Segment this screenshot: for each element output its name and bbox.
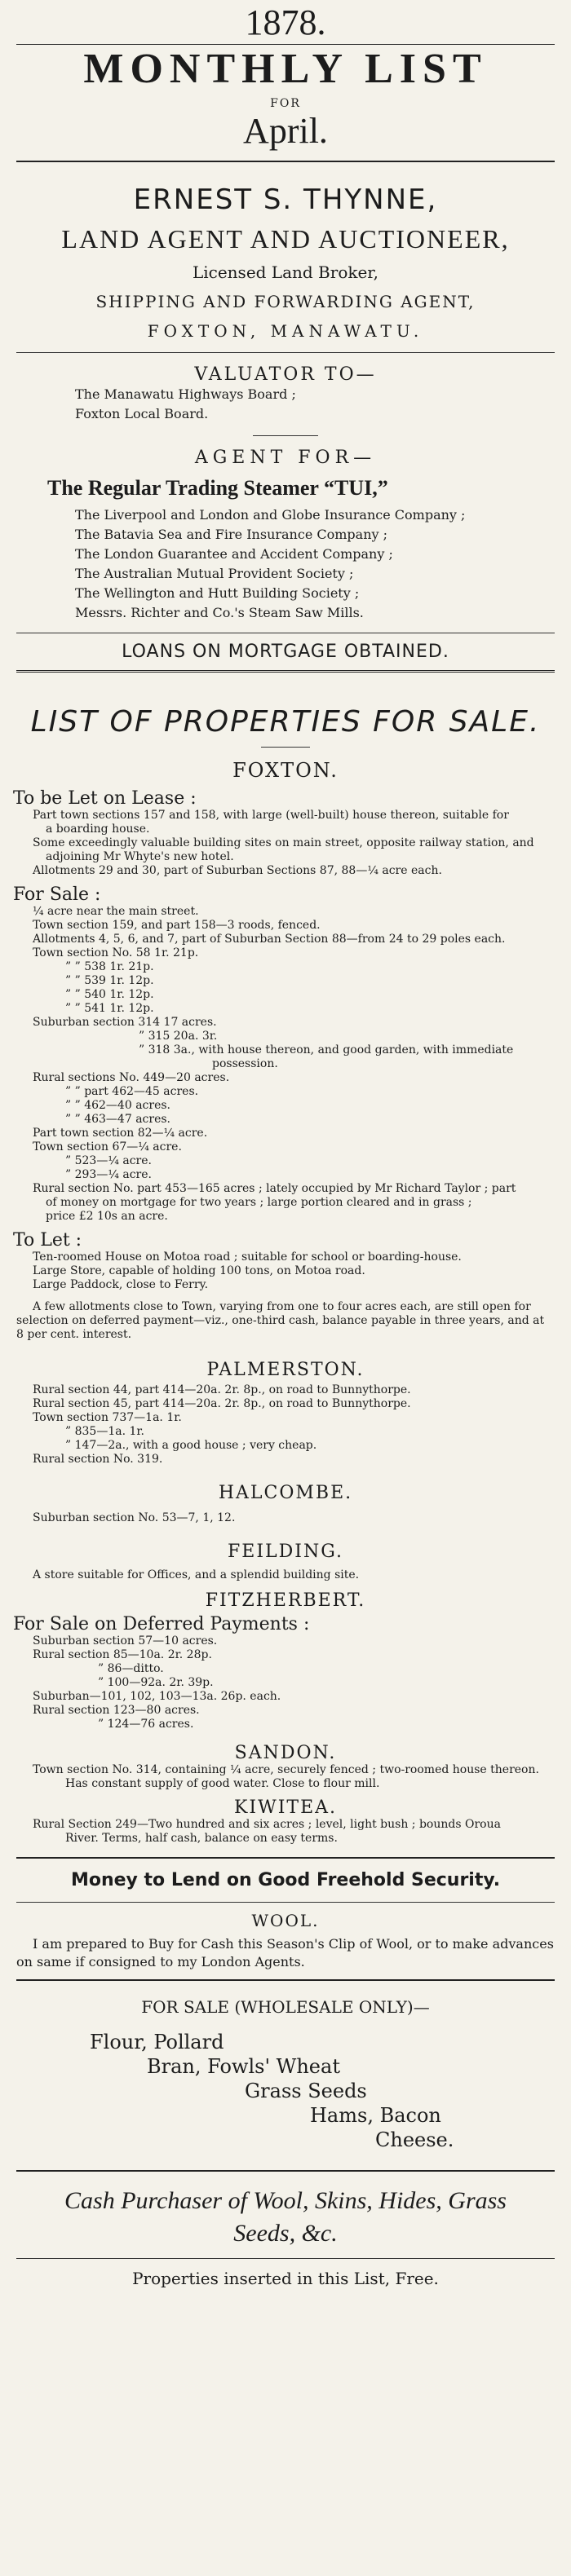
town-heading-halcombe: HALCOMBE. xyxy=(218,1483,353,1503)
list-item: The Manawatu Highways Board ; xyxy=(75,386,296,402)
wool-heading: WOOL. xyxy=(251,1911,320,1930)
list-item: The Australian Mutual Provident Society ; xyxy=(75,566,354,581)
agent-name: ERNEST S. THYNNE, xyxy=(133,183,438,216)
list-item: The Liverpool and London and Globe Insurance Company ; xyxy=(75,507,466,523)
for-sale-heading: FOR SALE (WHOLESALE ONLY)— xyxy=(141,1997,430,2017)
divider xyxy=(261,747,310,748)
deferred-heading: For Sale on Deferred Payments : xyxy=(13,1614,310,1634)
list-item: price £2 10s an acre. xyxy=(46,1210,168,1223)
list-item: Grass Seeds xyxy=(245,2080,367,2102)
steamer-name: The Regular Trading Steamer “TUI,” xyxy=(47,476,388,500)
list-item: Large Store, capable of holding 100 tons, on Motoa road. xyxy=(33,1264,365,1277)
divider xyxy=(16,1857,555,1859)
list-title: LIST OF PROPERTIES FOR SALE. xyxy=(30,705,541,739)
for-label: FOR xyxy=(270,97,301,110)
list-item: Town section 159, and part 158—3 roods, fenced. xyxy=(33,919,321,932)
town-heading-kiwitea: KIWITEA. xyxy=(233,1797,338,1818)
agent-role: LAND AGENT AND AUCTIONEER, xyxy=(61,224,510,254)
divider xyxy=(253,435,318,436)
list-item: possession. xyxy=(212,1057,278,1070)
list-item: Rural section No. part 453—165 acres ; lately occupied by Mr Richard Taylor ; part xyxy=(33,1182,516,1195)
town-heading-sandon: SANDON. xyxy=(234,1743,337,1763)
list-item: Suburban section No. 53—7, 1, 12. xyxy=(33,1511,236,1524)
let-list xyxy=(0,1251,571,1292)
cash-purchaser-line: Cash Purchaser of Wool, Skins, Hides, Grass xyxy=(64,2187,507,2214)
divider xyxy=(16,1979,555,1981)
loans-notice: LOANS ON MORTGAGE OBTAINED. xyxy=(122,642,449,662)
list-item: Rural section 123—80 acres. xyxy=(33,1704,200,1717)
agent-location: FOXTON, MANAWATU. xyxy=(147,321,424,341)
list-item: The Batavia Sea and Fire Insurance Company ; xyxy=(75,527,388,542)
list-item: Flour, Pollard xyxy=(90,2031,224,2053)
agent-shipping: SHIPPING AND FORWARDING AGENT, xyxy=(95,292,476,311)
list-item: ” ” part 462—45 acres. xyxy=(65,1085,199,1098)
list-item: Suburban—101, 102, 103—13a. 26p. each. xyxy=(33,1690,281,1703)
list-item: Suburban section 57—10 acres. xyxy=(33,1634,218,1647)
year: 1878. xyxy=(245,2,326,42)
list-item: of money on mortgage for two years ; large portion cleared and in grass ; xyxy=(46,1196,472,1209)
page-title: MONTHLY LIST xyxy=(83,46,488,92)
list-item: ” 86—ditto. xyxy=(98,1662,164,1675)
list-item: ” ” 538 1r. 21p. xyxy=(65,960,154,973)
cash-purchaser-line: Seeds, &c. xyxy=(233,2220,338,2247)
list-item: Messrs. Richter and Co.'s Steam Saw Mills. xyxy=(75,605,364,620)
list-item: The Wellington and Hutt Building Society ; xyxy=(75,585,360,601)
list-item: Town section No. 58 1r. 21p. xyxy=(33,946,199,959)
divider xyxy=(16,352,555,353)
divider xyxy=(16,161,555,162)
palmerston-list xyxy=(0,1383,571,1467)
list-item: Part town section 82—¼ acre. xyxy=(33,1127,208,1140)
list-item: ” ” 541 1r. 12p. xyxy=(65,1002,154,1015)
list-item: Rural section 44, part 414—20a. 2r. 8p., on road to Bunnythorpe. xyxy=(33,1383,411,1396)
valuator-heading: VALUATOR TO— xyxy=(194,364,377,385)
list-item: River. Terms, half cash, balance on easy terms. xyxy=(65,1832,338,1845)
list-item: ” ” 539 1r. 12p. xyxy=(65,974,154,987)
money-to-lend: Money to Lend on Good Freehold Security. xyxy=(70,1870,501,1890)
list-item: Allotments 29 and 30, part of Suburban Sections 87, 88—¼ acre each. xyxy=(33,864,442,877)
list-item: ” ” 540 1r. 12p. xyxy=(65,988,154,1001)
list-item: adjoining Mr Whyte's new hotel. xyxy=(46,850,234,863)
list-item: ” 293—¼ acre. xyxy=(65,1168,152,1181)
list-item: ” 315 20a. 3r. xyxy=(139,1030,218,1043)
list-item: Foxton Local Board. xyxy=(75,406,209,421)
list-item: a boarding house. xyxy=(46,823,150,836)
list-item: Cheese. xyxy=(375,2128,454,2151)
fitzherbert-list xyxy=(0,1634,571,1731)
list-item: Rural section 85—10a. 2r. 28p. xyxy=(33,1648,212,1661)
agent-broker: Licensed Land Broker, xyxy=(192,262,379,282)
list-item: Rural section 45, part 414—20a. 2r. 8p., on road to Bunnythorpe. xyxy=(33,1397,411,1410)
list-item: ” 124—76 acres. xyxy=(98,1718,194,1731)
list-item: ¼ acre near the main street. xyxy=(33,905,199,918)
list-item: Ten-roomed House on Motoa road ; suitable for school or boarding-house. xyxy=(33,1251,462,1264)
list-item: Rural sections No. 449—20 acres. xyxy=(33,1071,230,1084)
list-item: Rural section No. 319. xyxy=(33,1453,163,1466)
list-item: ” 318 3a., with house thereon, and good garden, with immediate xyxy=(139,1043,514,1056)
sale-heading: For Sale : xyxy=(13,884,101,905)
list-item: Some exceedingly valuable building sites on main street, opposite railway station, and xyxy=(33,836,534,849)
list-item: Allotments 4, 5, 6, and 7, part of Suburban Section 88—from 24 to 29 poles each. xyxy=(33,933,506,946)
divider xyxy=(16,2170,555,2172)
list-item: Town section No. 314, containing ¼ acre, securely fenced ; two-roomed house thereon. xyxy=(33,1763,539,1776)
footer-note: Properties inserted in this List, Free. xyxy=(132,2269,439,2288)
list-item: ” ” 463—47 acres. xyxy=(65,1113,171,1126)
list-item: ” 835—1a. 1r. xyxy=(65,1425,144,1438)
month: April. xyxy=(243,111,328,151)
divider xyxy=(16,670,555,673)
deferred-payment-note: A few allotments close to Town, varying from one to four acres each, are still open for selection on deferred payment—viz., one-third cash, balance payable in three years, and at 8 per cent. interest. xyxy=(16,1300,545,1341)
list-item: Large Paddock, close to Ferry. xyxy=(33,1278,209,1291)
list-item: Town section 67—¼ acre. xyxy=(33,1140,182,1153)
town-heading-foxton: FOXTON. xyxy=(232,759,339,782)
agent-for-heading: AGENT FOR— xyxy=(194,448,377,468)
let-heading: To Let : xyxy=(13,1230,82,1251)
wool-text: I am prepared to Buy for Cash this Season's Clip of Wool, or to make advances on same if consigned to my London Agents. xyxy=(16,1936,554,1969)
list-item: Hams, Bacon xyxy=(310,2104,441,2127)
cash-purchaser xyxy=(0,2185,571,2250)
lease-list xyxy=(0,809,571,878)
list-item: Town section 737—1a. 1r. xyxy=(33,1411,182,1424)
agent-for-list xyxy=(75,505,571,623)
lease-heading: To be Let on Lease : xyxy=(13,788,197,809)
town-heading-palmerston: PALMERSTON. xyxy=(206,1360,365,1380)
list-item: ” 523—¼ acre. xyxy=(65,1154,152,1167)
list-item: ” 100—92a. 2r. 39p. xyxy=(98,1676,214,1689)
town-heading-fitzherbert: FITZHERBERT. xyxy=(205,1590,366,1611)
for-sale-list xyxy=(0,2030,571,2152)
town-heading-feilding: FEILDING. xyxy=(228,1542,343,1562)
list-item: Has constant supply of good water. Close to flour mill. xyxy=(65,1777,380,1790)
list-item: ” ” 462—40 acres. xyxy=(65,1099,171,1112)
list-item: ” 147—2a., with a good house ; very cheap. xyxy=(65,1439,317,1452)
list-item: Suburban section 314 17 acres. xyxy=(33,1016,217,1029)
valuator-list xyxy=(75,385,571,424)
sale-list xyxy=(0,905,571,1224)
list-item: Rural Section 249—Two hundred and six acres ; level, light bush ; bounds Oroua xyxy=(33,1818,501,1831)
list-item: A store suitable for Offices, and a splendid building site. xyxy=(33,1568,360,1581)
list-item: Part town sections 157 and 158, with large (well-built) house thereon, suitable for xyxy=(33,809,509,822)
list-item: The London Guarantee and Accident Company ; xyxy=(75,546,393,562)
divider xyxy=(16,2258,555,2259)
divider xyxy=(16,1902,555,1903)
list-item: Bran, Fowls' Wheat xyxy=(147,2055,340,2078)
